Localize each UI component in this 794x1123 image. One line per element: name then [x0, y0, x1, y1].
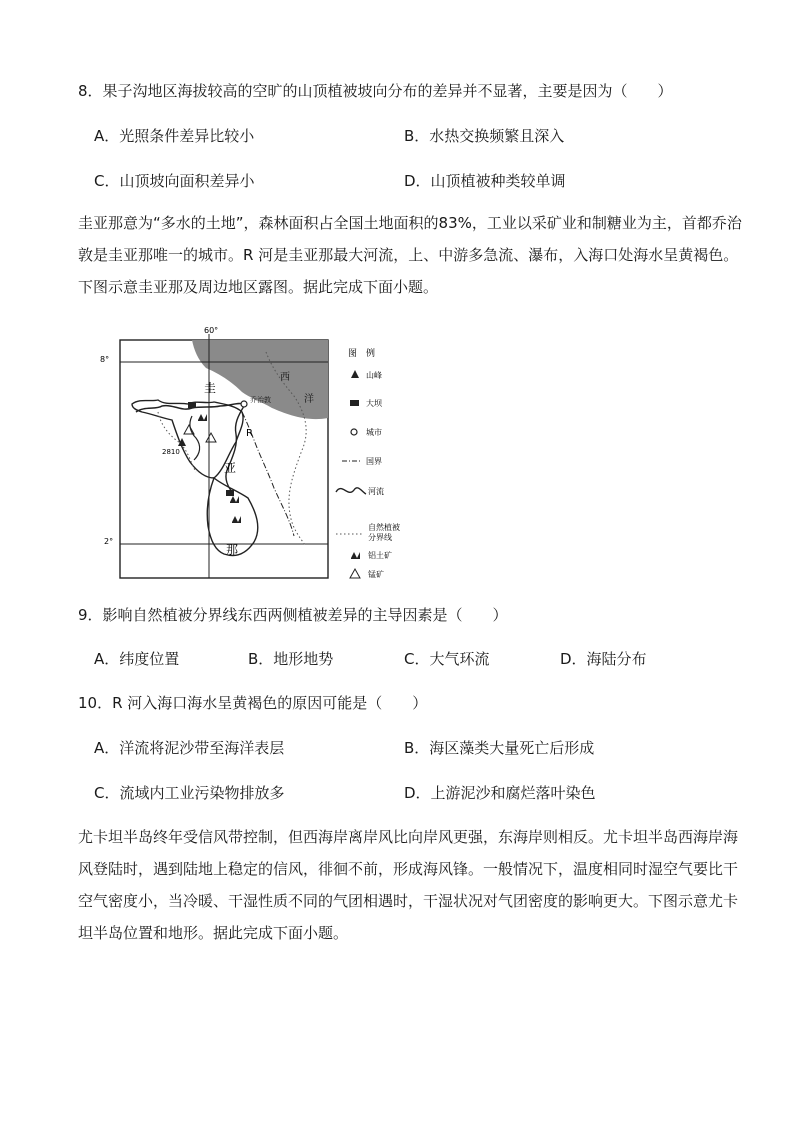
- passage2-line-1: 尤卡坦半岛终年受信风带控制，但西海岸离岸风比向岸风更强，东海岸则相反。尤卡坦半岛西海岸海: [78, 828, 739, 846]
- legend-bauxite-icon: [351, 552, 360, 559]
- guyana-map: [96, 322, 416, 582]
- passage2-line-2: 风登陆时，遇到陆地上稳定的信风，徘徊不前，形成海风锋。一般情况下，温度相同时湿空气要比干: [78, 860, 739, 878]
- passage1-line-2: 敦是圭亚那唯一的城市。R 河是圭亚那最大河流，上、中游多急流、瀑布，入海口处海水呈黄褐色。: [78, 246, 739, 264]
- legend-peak-label: 山峰: [366, 371, 382, 380]
- q9-option-a: A．纬度位置: [94, 650, 180, 668]
- legend-city-label: 城市: [366, 428, 382, 437]
- legend-border-label: 国界: [366, 457, 382, 466]
- q10-option-c: C．流域内工业污染物排放多: [94, 784, 285, 802]
- legend-manganese-icon: [350, 569, 360, 578]
- q9-option-b: B．地形地势: [248, 650, 334, 668]
- legend-dam-label: 大坝: [366, 399, 382, 408]
- q9-stem: 9．影响自然植被分界线东西两侧植被差异的主导因素是（ ）: [78, 606, 508, 624]
- q10-option-d: D．上游泥沙和腐烂落叶染色: [404, 784, 596, 802]
- legend-bauxite-label: 铝土矿: [368, 551, 392, 560]
- q8-option-a: A．光照条件差异比较小: [94, 127, 255, 145]
- q8-option-c: C．山顶坡向面积差异小: [94, 172, 255, 190]
- legend-manganese-label: 锰矿: [368, 570, 384, 579]
- q10-option-a: A．洋流将泥沙带至海洋表层: [94, 739, 285, 757]
- legend-title: 图 例: [348, 349, 376, 359]
- sea-label-2: 洋: [304, 394, 314, 405]
- peak-label: 2810: [162, 448, 180, 456]
- dam-icon-1: [188, 402, 196, 408]
- legend-peak-icon: [351, 370, 359, 378]
- sea-label-1: 西: [280, 372, 290, 383]
- dam-icon-2: [226, 490, 234, 496]
- legend-dam-icon: [350, 400, 359, 406]
- city-icon: [241, 401, 247, 407]
- legend-river-label: 河流: [368, 487, 384, 496]
- q9-option-d: D．海陆分布: [560, 650, 647, 668]
- city-label: 乔治敦: [250, 396, 271, 404]
- q10-option-b: B．海区藻类大量死亡后形成: [404, 739, 595, 757]
- lon-label: 60°: [204, 326, 219, 335]
- country-char-2: 亚: [224, 461, 237, 475]
- legend-veg-label-2: 分界线: [368, 533, 392, 542]
- lat-bottom-label: 2°: [104, 537, 114, 546]
- q10-stem: 10．R 河入海口海水呈黄褐色的原因可能是（ ）: [78, 694, 428, 712]
- passage2-line-4: 坦半岛位置和地形。据此完成下面小题。: [78, 924, 349, 942]
- q8-option-b: B．水热交换频繁且深入: [404, 127, 565, 145]
- q8-stem: 8．果子沟地区海拔较高的空旷的山顶植被坡向分布的差异并不显著，主要是因为（ ）: [78, 82, 673, 100]
- legend-veg-label-1: 自然植被: [368, 523, 400, 532]
- q9-option-c: C．大气环流: [404, 650, 490, 668]
- legend-city-icon: [351, 429, 357, 435]
- country-char-3: 那: [226, 543, 239, 557]
- q8-option-d: D．山顶植被种类较单调: [404, 172, 566, 190]
- lat-top-label: 8°: [100, 355, 110, 364]
- legend-river-icon: [336, 488, 366, 494]
- passage2-line-3: 空气密度小，当冷暖、干湿性质不同的气团相遇时，干湿状况对气团密度的影响更大。下图示意尤卡: [78, 892, 739, 910]
- river-r-label: R: [246, 428, 253, 439]
- passage1-line-1: 圭亚那意为“多水的土地”，森林面积占全国土地面积的83%，工业以采矿业和制糖业为主，首都乔治: [78, 214, 742, 232]
- passage1-line-3: 下图示意圭亚那及周边地区露图。据此完成下面小题。: [78, 278, 439, 296]
- country-char-1: 圭: [204, 381, 217, 395]
